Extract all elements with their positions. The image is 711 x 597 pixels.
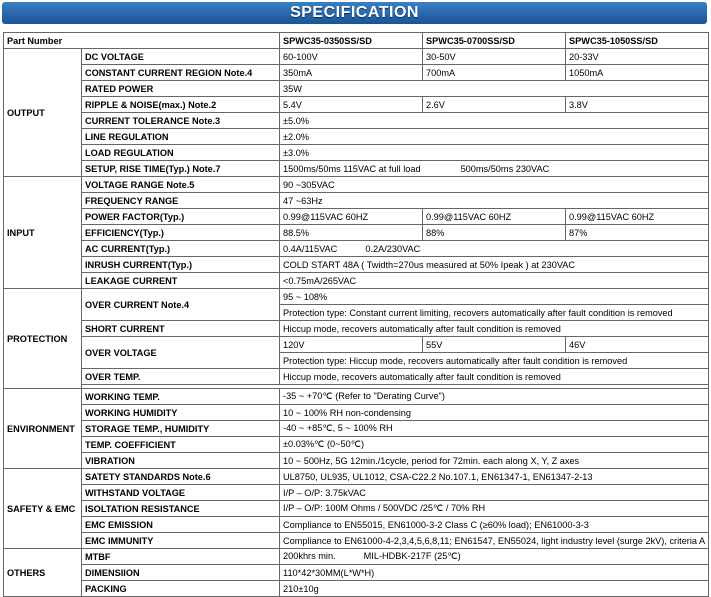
table-row bbox=[4, 321, 709, 337]
row-label: DC VOLTAGE bbox=[82, 49, 280, 65]
cell-value: -40 ~ +85℃, 5 ~ 100% RH bbox=[280, 421, 709, 437]
cell-value: 46V bbox=[566, 337, 709, 353]
row-label: LOAD REGULATION bbox=[82, 145, 280, 161]
table-row bbox=[4, 145, 709, 161]
table-row bbox=[4, 225, 709, 241]
row-label: SHORT CURRENT bbox=[82, 321, 280, 337]
row-label: WORKING TEMP. bbox=[82, 389, 280, 405]
cell-value: 20-33V bbox=[566, 49, 709, 65]
table-row bbox=[4, 565, 709, 581]
table-row bbox=[4, 437, 709, 453]
cell-value: 700mA bbox=[423, 65, 566, 81]
cell-value: 88.5% bbox=[280, 225, 423, 241]
cell-value: 0.99@115VAC 60HZ bbox=[423, 209, 566, 225]
cell-value: 350mA bbox=[280, 65, 423, 81]
ac-current-b: 0.2A/230VAC bbox=[365, 243, 421, 254]
row-label: LINE REGULATION bbox=[82, 129, 280, 145]
row-label: SETUP, RISE TIME(Typ.) Note.7 bbox=[82, 161, 280, 177]
table-row bbox=[4, 517, 709, 533]
row-label: VOLTAGE RANGE Note.5 bbox=[82, 177, 280, 193]
cell-value: Hiccup mode, recovers automatically after fault condition is removed bbox=[280, 321, 709, 337]
cell-value: 0.99@115VAC 60HZ bbox=[280, 209, 423, 225]
cell-value: 3.8V bbox=[566, 97, 709, 113]
row-label: RATED POWER bbox=[82, 81, 280, 97]
cell-value: Protection type: Constant current limiting, recovers automatically after fault condition is removed bbox=[280, 305, 709, 321]
table-row bbox=[4, 129, 709, 145]
category-environment: ENVIRONMENT bbox=[4, 389, 82, 469]
model-1: SPWC35-0350SS/SD bbox=[280, 33, 423, 49]
row-label: DIMENSIION bbox=[82, 565, 280, 581]
cell-value: 10 ~ 500Hz, 5G 12min./1cycle, period for 72min. each along X, Y, Z axes bbox=[280, 453, 709, 469]
cell-value: 90 ~305VAC bbox=[280, 177, 709, 193]
row-label: CURRENT TOLERANCE Note.3 bbox=[82, 113, 280, 129]
setup-value-a: 1500ms/50ms 115VAC at full load bbox=[283, 163, 421, 174]
cell-value: I/P – O/P: 100M Ohms / 500VDC /25℃ / 70% RH bbox=[280, 501, 709, 517]
model-2: SPWC35-0700SS/SD bbox=[423, 33, 566, 49]
table-row bbox=[4, 581, 709, 597]
cell-value: 87% bbox=[566, 225, 709, 241]
row-label: POWER FACTOR(Typ.) bbox=[82, 209, 280, 225]
cell-value: ±5.0% bbox=[280, 113, 709, 129]
cell-value: 60-100V bbox=[280, 49, 423, 65]
title-banner bbox=[2, 2, 707, 24]
cell-value: 0.99@115VAC 60HZ bbox=[566, 209, 709, 225]
table-row bbox=[4, 273, 709, 289]
category-protection: PROTECTION bbox=[4, 289, 82, 389]
row-label: EMC IMMUNITY bbox=[82, 533, 280, 549]
table-row bbox=[4, 501, 709, 517]
table-row bbox=[4, 65, 709, 81]
cell-value: 5.4V bbox=[280, 97, 423, 113]
cell-value: Compliance to EN61000-4-2,3,4,5,6,8,11; EN61547, EN55024, light industry level (surge 2kV), criteria A bbox=[280, 533, 709, 549]
row-label: PACKING bbox=[82, 581, 280, 597]
cell-value: ±2.0% bbox=[280, 129, 709, 145]
row-label: OVER CURRENT Note.4 bbox=[82, 289, 280, 321]
cell-value: 2.6V bbox=[423, 97, 566, 113]
cell-value: ±0.03%℃ (0~50℃) bbox=[280, 437, 709, 453]
cell-value: <0.75mA/265VAC bbox=[280, 273, 709, 289]
ac-current-a: 0.4A/115VAC bbox=[283, 243, 338, 254]
page-title: SPECIFICATION bbox=[290, 4, 419, 21]
row-label: EMC EMISSION bbox=[82, 517, 280, 533]
table-row bbox=[4, 177, 709, 193]
row-label: OVER TEMP. bbox=[82, 369, 280, 385]
cell-value: I/P – O/P: 3.75kVAC bbox=[280, 485, 709, 501]
cell-value bbox=[280, 241, 709, 257]
category-safety: SAFETY & EMC bbox=[4, 469, 82, 549]
cell-value: ±3.0% bbox=[280, 145, 709, 161]
table-row bbox=[4, 533, 709, 549]
mtbf-value-b: MIL-HDBK-217F (25℃) bbox=[363, 551, 461, 561]
cell-value: 35W bbox=[280, 81, 709, 97]
table-row bbox=[4, 289, 709, 305]
row-label: FREQUENCY RANGE bbox=[82, 193, 280, 209]
table-row bbox=[4, 257, 709, 273]
table-row bbox=[4, 421, 709, 437]
row-label: EFFICIENCY(Typ.) bbox=[82, 225, 280, 241]
cell-value: 210±10g bbox=[280, 581, 709, 597]
table-row bbox=[4, 49, 709, 65]
row-label: SATETY STANDARDS Note.6 bbox=[82, 469, 280, 485]
category-input: INPUT bbox=[4, 177, 82, 289]
specification-table bbox=[3, 32, 709, 597]
row-label: LEAKAGE CURRENT bbox=[82, 273, 280, 289]
cell-value: Compliance to EN55015, EN61000-3-2 Class C (≥60% load); EN61000-3-3 bbox=[280, 517, 709, 533]
table-row bbox=[4, 193, 709, 209]
header-row bbox=[4, 33, 709, 49]
cell-value: 88% bbox=[423, 225, 566, 241]
mtbf-value-a: 200khrs min. bbox=[283, 551, 336, 561]
row-label: TEMP. COEFFICIENT bbox=[82, 437, 280, 453]
cell-value: Hiccup mode, recovers automatically after fault condition is removed bbox=[280, 369, 709, 385]
cell-value: COLD START 48A ( Twidth=270us measured at 50% Ipeak ) at 230VAC bbox=[280, 257, 709, 273]
row-label: STORAGE TEMP., HUMIDITY bbox=[82, 421, 280, 437]
cell-value: UL8750, UL935, UL1012, CSA-C22.2 No.107.1, EN61347-1, EN61347-2-13 bbox=[280, 469, 709, 485]
cell-value: Protection type: Hiccup mode, recovers automatically after fault condition is removed bbox=[280, 353, 709, 369]
cell-value: 30-50V bbox=[423, 49, 566, 65]
table-row bbox=[4, 81, 709, 97]
category-output: OUTPUT bbox=[4, 49, 82, 177]
table-row bbox=[4, 97, 709, 113]
table-row bbox=[4, 113, 709, 129]
table-row bbox=[4, 209, 709, 225]
table-row bbox=[4, 469, 709, 485]
row-label: AC CURRENT(Typ.) bbox=[82, 241, 280, 257]
row-label: RIPPLE & NOISE(max.) Note.2 bbox=[82, 97, 280, 113]
cell-value: 110*42*30MM(L*W*H) bbox=[280, 565, 709, 581]
cell-value: 47 ~63Hz bbox=[280, 193, 709, 209]
cell-value bbox=[280, 549, 709, 565]
row-label: MTBF bbox=[82, 549, 280, 565]
table-row bbox=[4, 161, 709, 177]
table-row bbox=[4, 369, 709, 385]
cell-value bbox=[280, 161, 709, 177]
cell-value: 1050mA bbox=[566, 65, 709, 81]
row-label: CONSTANT CURRENT REGION Note.4 bbox=[82, 65, 280, 81]
model-3: SPWC35-1050SS/SD bbox=[566, 33, 709, 49]
table-row bbox=[4, 337, 709, 353]
row-label: WORKING HUMIDITY bbox=[82, 405, 280, 421]
table-row bbox=[4, 485, 709, 501]
category-others: OTHERS bbox=[4, 549, 82, 597]
cell-value: 10 ~ 100% RH non-condensing bbox=[280, 405, 709, 421]
table-row bbox=[4, 405, 709, 421]
row-label: INRUSH CURRENT(Typ.) bbox=[82, 257, 280, 273]
row-label: VIBRATION bbox=[82, 453, 280, 469]
row-label: WITHSTAND VOLTAGE bbox=[82, 485, 280, 501]
cell-value: 120V bbox=[280, 337, 423, 353]
table-row bbox=[4, 241, 709, 257]
setup-value-b: 500ms/50ms 230VAC bbox=[460, 163, 550, 174]
row-label: OVER VOLTAGE bbox=[82, 337, 280, 369]
cell-value: -35 ~ +70℃ (Refer to "Derating Curve") bbox=[280, 389, 709, 405]
table-row bbox=[4, 549, 709, 565]
part-number-label: Part Number bbox=[4, 33, 280, 49]
row-label: ISOLTATION RESISTANCE bbox=[82, 501, 280, 517]
table-row bbox=[4, 389, 709, 405]
cell-value: 55V bbox=[423, 337, 566, 353]
cell-value: 95 ~ 108% bbox=[280, 289, 709, 305]
table-row bbox=[4, 453, 709, 469]
